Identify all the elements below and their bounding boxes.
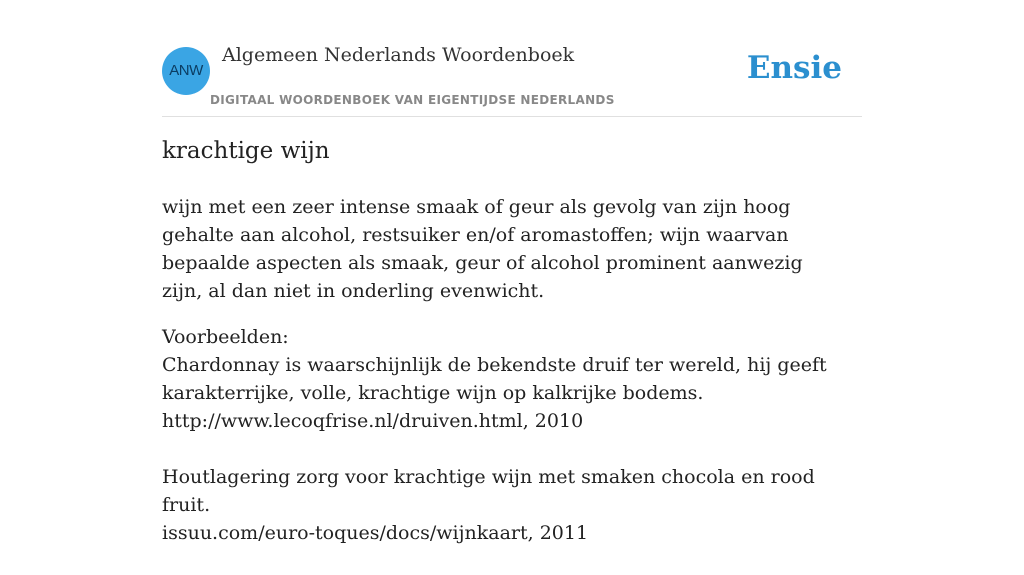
examples-section bbox=[162, 323, 842, 575]
ensie-brand-logo[interactable]: Ensie bbox=[746, 50, 842, 86]
examples-label: Voorbeelden: bbox=[162, 326, 289, 348]
example-text: Chardonnay is waarschijnlijk de bekendste druif ter wereld, hij geeft karakterrijke, volle, krachtige wijn op kalkrijke bodems. bbox=[162, 354, 827, 404]
site-header bbox=[162, 0, 862, 117]
example-source: http://www.lecoqfrise.nl/druiven.html, 2010 bbox=[162, 410, 584, 432]
example-item bbox=[162, 351, 842, 435]
entry-headword: krachtige wijn bbox=[162, 138, 330, 164]
entry-definition: wijn met een zeer intense smaak of geur als gevolg van zijn hoog gehalte aan alcohol, restsuiker en/of aromastoffen; wijn waarvan bepaalde aspecten als smaak, geur of alcohol prominent aanwezig zijn, al dan niet in onderling evenwicht. bbox=[162, 196, 803, 302]
example-text: Houtlagering zorg voor krachtige wijn met smaken chocola en rood fruit. bbox=[162, 466, 815, 516]
example-item bbox=[162, 463, 842, 547]
example-source: issuu.com/euro-toques/docs/wijnkaart, 2011 bbox=[162, 522, 589, 544]
site-subtitle: DIGITAAL WOORDENBOEK VAN EIGENTIJDSE NEDERLANDS bbox=[210, 93, 615, 107]
site-title[interactable]: Algemeen Nederlands Woordenboek bbox=[222, 44, 575, 66]
anw-logo[interactable]: ANW bbox=[162, 47, 210, 95]
